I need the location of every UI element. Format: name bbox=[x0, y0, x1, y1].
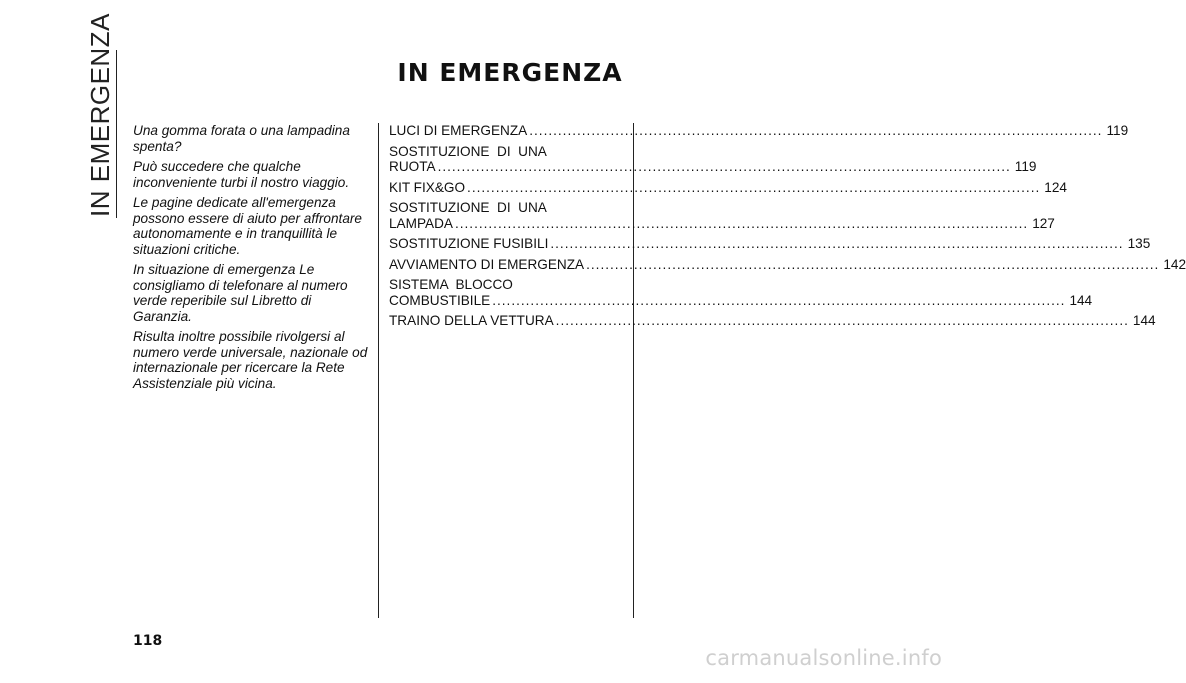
toc-entry-label: COMBUSTIBILE bbox=[389, 292, 491, 308]
toc-entry-label: LUCI DI EMERGENZA bbox=[389, 123, 528, 138]
intro-paragraph: Risulta inoltre possibile rivolgersi al numero verde universale, nazionale od internazionale per ricercare la Rete Assistenziale più vicina. bbox=[133, 329, 368, 391]
intro-paragraph: In situazione di emergenza Le consigliamo di telefonare al numero verde reperibile sul Libretto di Garanzia. bbox=[133, 262, 348, 324]
column-divider-right bbox=[633, 123, 634, 618]
dot-leader: ........................................................................................................................ bbox=[550, 236, 1124, 251]
toc-entry-label: RUOTA bbox=[389, 159, 436, 174]
column-divider-left bbox=[378, 123, 379, 618]
toc-entry-heading: SOSTITUZIONE DI UNA bbox=[389, 200, 547, 215]
toc-entry-page: 119 bbox=[1106, 123, 1129, 138]
toc-entry[interactable] bbox=[389, 143, 1037, 175]
dot-leader: ........................................................................................................................ bbox=[529, 123, 1103, 138]
table-of-contents bbox=[389, 123, 1186, 334]
toc-entry[interactable] bbox=[389, 277, 1093, 308]
page-number: 118 bbox=[133, 633, 163, 649]
toc-entry-heading: SISTEMA BLOCCO bbox=[389, 277, 513, 292]
dot-leader: ........................................................................................................................ bbox=[492, 292, 1066, 308]
toc-entry-label: LAMPADA bbox=[389, 215, 453, 231]
toc-entry[interactable] bbox=[389, 123, 1129, 139]
toc-entry-page: 144 bbox=[1132, 313, 1156, 328]
toc-entry-label: TRAINO DELLA VETTURA bbox=[389, 313, 554, 328]
side-tab-rule bbox=[116, 50, 117, 218]
toc-entry-page: 135 bbox=[1127, 236, 1151, 251]
side-tab bbox=[84, 13, 116, 217]
toc-entry-label: KIT FIX&GO bbox=[389, 179, 466, 195]
toc-entry-page: 144 bbox=[1069, 292, 1093, 308]
intro-text bbox=[133, 123, 373, 396]
toc-entry[interactable] bbox=[389, 200, 1055, 231]
toc-entry-heading: SOSTITUZIONE DI UNA bbox=[389, 143, 547, 159]
side-tab-label: IN EMERGENZA bbox=[85, 13, 115, 217]
page-title: IN EMERGENZA bbox=[397, 58, 623, 87]
toc-entry-label: AVVIAMENTO DI EMERGENZA bbox=[389, 256, 585, 272]
toc-entry-label: SOSTITUZIONE FUSIBILI bbox=[389, 236, 549, 251]
toc-entry[interactable] bbox=[389, 256, 1186, 273]
watermark: carmanualsonline.info bbox=[705, 646, 942, 670]
toc-entry-page: 127 bbox=[1032, 215, 1055, 231]
toc-entry[interactable] bbox=[389, 179, 1067, 196]
dot-leader: ........................................................................................................................ bbox=[555, 313, 1129, 328]
toc-entry-page: 119 bbox=[1014, 159, 1037, 174]
toc-entry[interactable] bbox=[389, 236, 1151, 252]
dot-leader: ........................................................................................................................ bbox=[454, 215, 1029, 231]
intro-paragraph: Può succedere che qualche inconveniente turbi il nostro viaggio. bbox=[133, 159, 350, 190]
intro-paragraph: Una gomma forata o una lampadina spenta? bbox=[133, 123, 350, 154]
toc-entry-page: 142 bbox=[1163, 256, 1186, 272]
toc-entry[interactable] bbox=[389, 313, 1156, 329]
dot-leader: ........................................................................................................................ bbox=[437, 159, 1011, 174]
intro-paragraph: Le pagine dedicate all'emergenza possono essere di aiuto per affrontare autonomamente e in tranquillità le situazioni critiche. bbox=[133, 195, 362, 257]
dot-leader: ........................................................................................................................ bbox=[586, 256, 1160, 272]
dot-leader: ........................................................................................................................ bbox=[467, 179, 1041, 195]
toc-entry-page: 124 bbox=[1044, 179, 1067, 195]
